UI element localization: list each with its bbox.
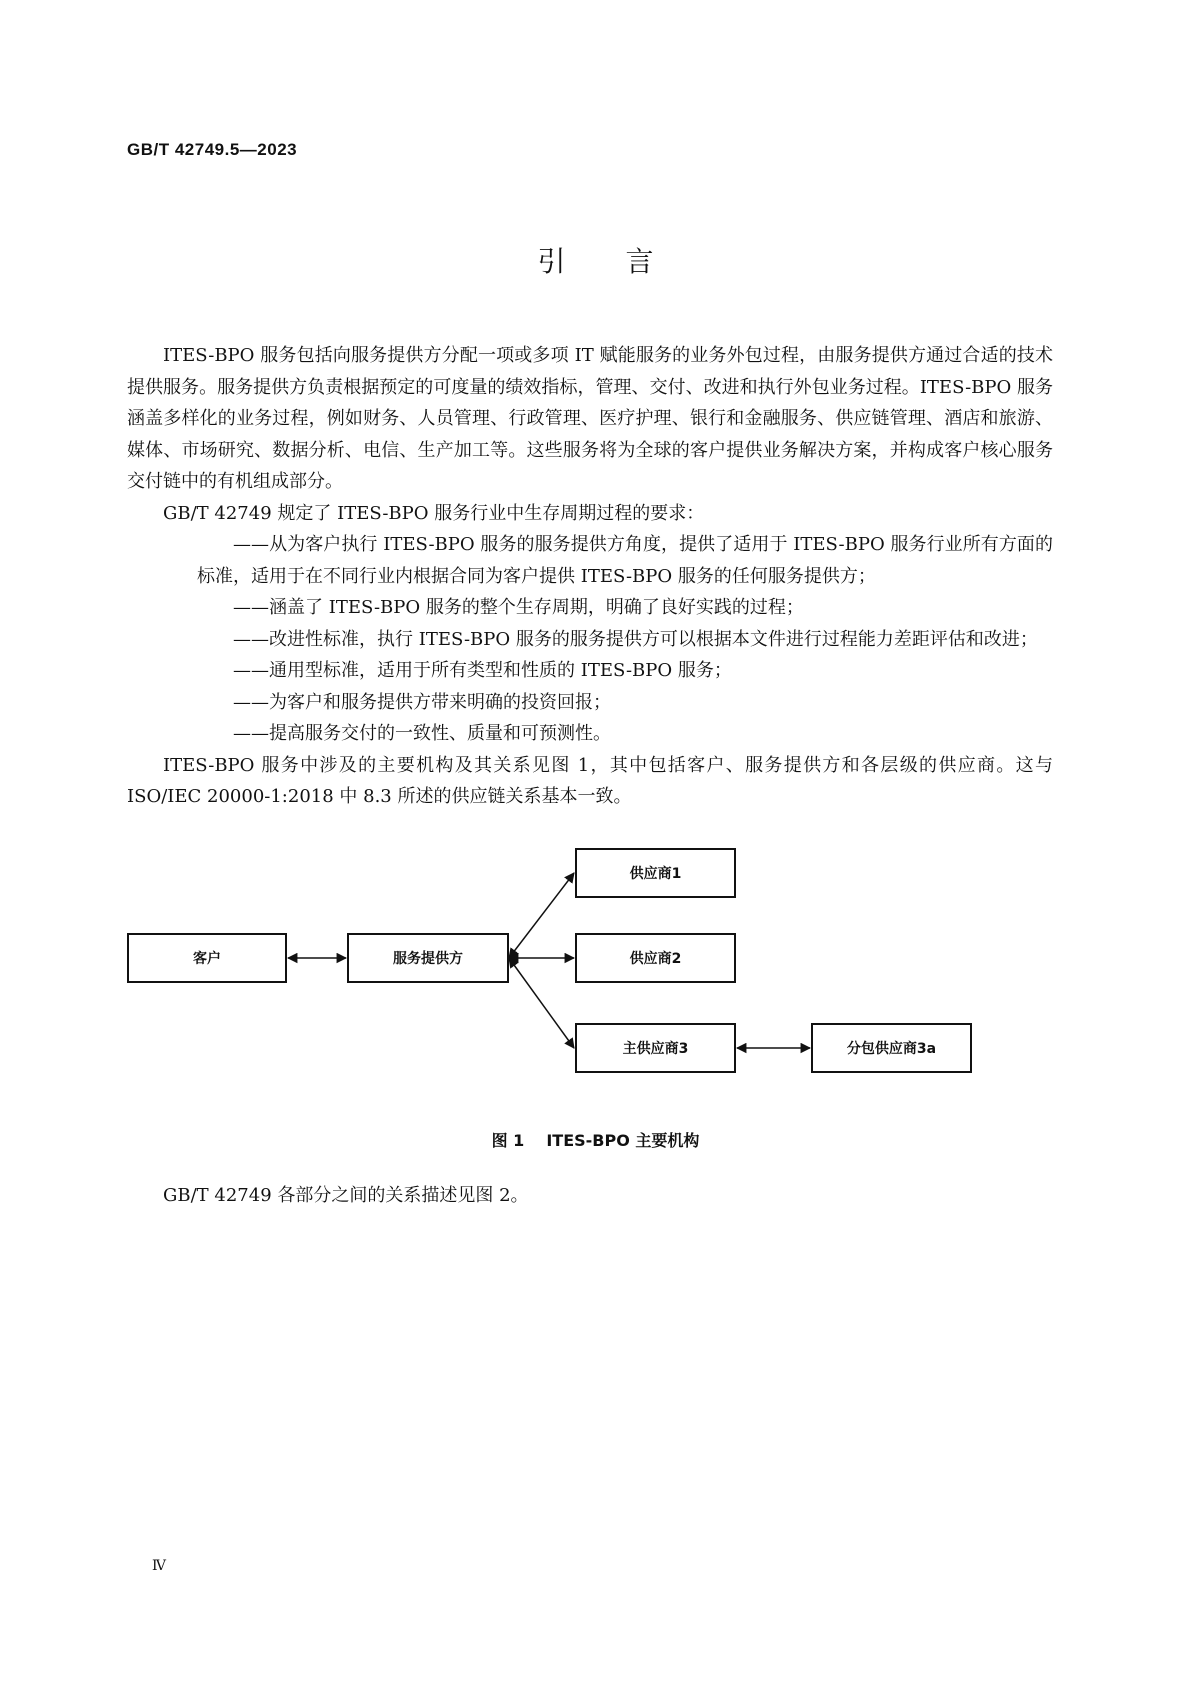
node-supplier-1: 供应商1: [575, 848, 736, 898]
figure-caption: [0, 1128, 1191, 1151]
node-customer: 客户: [127, 933, 287, 983]
list-item: ——从为客户执行 ITES-BPO 服务的服务提供方角度，提供了适用于 ITES-BPO 服务行业所有方面的标准，适用于在不同行业内根据合同为客户提供 ITES-BPO 服务的任何服务提供方；: [197, 534, 1053, 587]
organization-diagram: [127, 848, 1053, 1078]
figure-reference-paragraph: ITES-BPO 服务中涉及的主要机构及其关系见图 1，其中包括客户、服务提供方和各层级的供应商。这与 ISO/IEC 20000-1:2018 中 8.3 所述的供应链关系基本一致。: [127, 754, 1053, 807]
list-item: ——为客户和服务提供方带来明确的投资回报；: [233, 691, 611, 713]
section-title: 引言: [537, 245, 714, 278]
standard-code: GB/T 42749.5—2023: [127, 140, 298, 159]
list-item: ——涵盖了 ITES-BPO 服务的整个生存周期，明确了良好实践的过程；: [233, 597, 804, 618]
arrow-provider-supplier1: [509, 873, 574, 958]
intro-paragraph: ITES-BPO 服务包括向服务提供方分配一项或多项 IT 赋能服务的业务外包过程，由服务提供方通过合适的技术提供服务。服务提供方负责根据预定的可度量的绩效指标，管理、交付、改进和执行外包业务过程。ITES-BPO 服务涵盖多样化的业务过程，例如财务、人员管理、行政管理、医疗护理、银行和金融服务、供应链管理、酒店和旅游、媒体、市场研究、数据分析、电信、生产加工等。这些服务将为全球的客户提供业务解决方案，并构成客户核心服务交付链中的有机组成部分。: [127, 345, 1053, 492]
node-service-provider: 服务提供方: [347, 933, 509, 983]
figure-title: ITES-BPO 主要机构: [546, 1131, 700, 1150]
arrow-provider-main-supplier3: [509, 958, 574, 1048]
node-main-supplier-3: 主供应商3: [575, 1023, 736, 1073]
figure-number: 图 1: [491, 1131, 525, 1150]
scope-paragraph: GB/T 42749 规定了 ITES-BPO 服务行业中生存周期过程的要求：: [163, 502, 705, 524]
list-item: ——提高服务交付的一致性、质量和可预测性。: [233, 723, 611, 744]
node-supplier-2: 供应商2: [575, 933, 736, 983]
closing-paragraph: GB/T 42749 各部分之间的关系描述见图 2。: [163, 1185, 529, 1206]
body-text: [127, 340, 1053, 813]
list-item: ——通用型标准，适用于所有类型和性质的 ITES-BPO 服务；: [233, 660, 732, 681]
node-sub-supplier-3a: 分包供应商3a: [811, 1023, 972, 1073]
list-item: ——改进性标准，执行 ITES-BPO 服务的服务提供方可以根据本文件进行过程能力差距评估和改进；: [233, 628, 1038, 650]
page-number: Ⅳ: [152, 1558, 166, 1574]
